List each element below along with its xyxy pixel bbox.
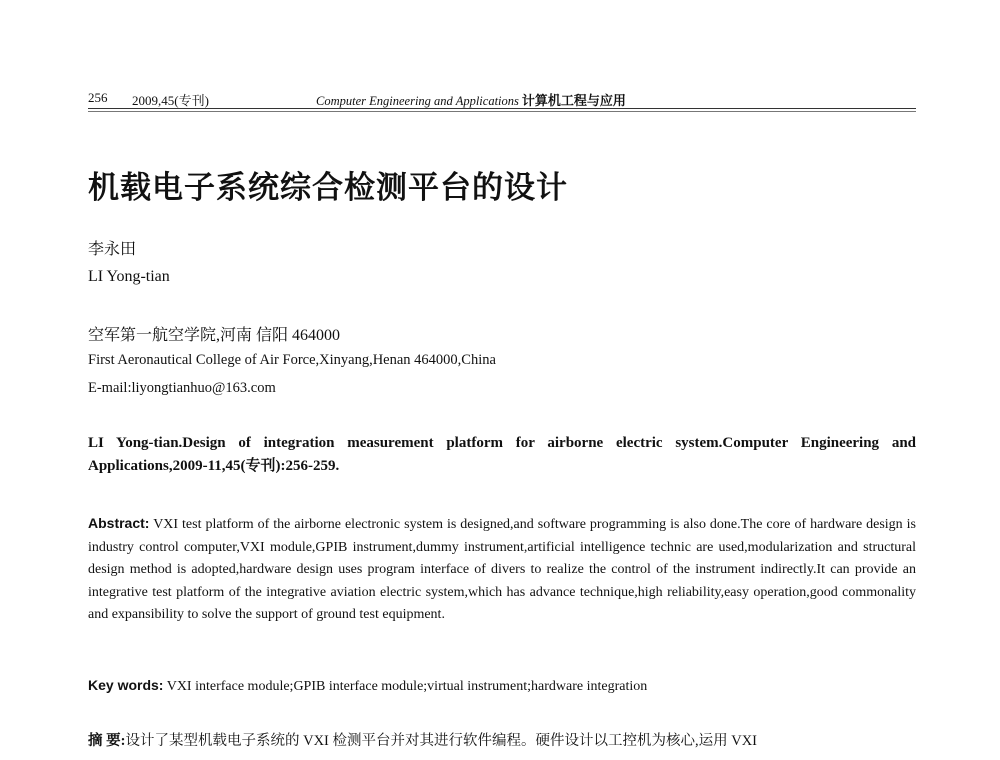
citation: LI Yong-tian.Design of integration measurement platform for airborne electric system.Computer Engineering and Applications,2009-11,45(专刊):256-259. [88, 435, 916, 474]
abstract-cn-text: 设计了某型机载电子系统的 VXI 检测平台并对其进行软件编程。硬件设计以工控机为核心,运用 VXI [125, 733, 758, 749]
volume-info: 2009,45(专刊) [132, 93, 209, 108]
affiliation-cn: 空军第一航空学院,河南 信阳 464000 [88, 327, 341, 344]
author-name-cn: 李永田 [88, 241, 137, 258]
keywords-text: VXI interface module;GPIB interface module;virtual instrument;hardware integration [163, 679, 648, 694]
paper-title: 机载电子系统综合检测平台的设计 [88, 170, 568, 205]
header-rule-secondary [88, 111, 916, 112]
journal-name-en: Computer Engineering and Applications [316, 94, 519, 108]
journal-name-cn: 计算机工程与应用 [521, 93, 626, 108]
running-header [88, 88, 916, 112]
keywords-label: Key words: [88, 677, 164, 693]
abstract-label: Abstract: [88, 515, 150, 531]
author-email: E-mail:liyongtianhuo@163.com [88, 380, 276, 396]
abstract-en [88, 512, 916, 627]
affiliation-en: First Aeronautical College of Air Force,Xinyang,Henan 464000,China [88, 352, 496, 368]
page-number: 256 [88, 90, 108, 105]
journal-name [316, 90, 626, 109]
header-rule [88, 108, 916, 109]
author-name-en: LI Yong-tian [88, 268, 170, 285]
abstract-cn-label: 摘 要: [88, 733, 126, 749]
abstract-cn [88, 728, 916, 754]
abstract-text: VXI test platform of the airborne electronic system is designed,and software programming is also done.The core of hardware design is industry control computer,VXI module,GPIB instrument,dummy instrument,artificial intelligence technic are used,modularization and structural design method is adopted,hardware design uses program interface of divers to realize the control of the instrument indirectly.It can provide an integrative test platform of the integrative aviation electric system,which has advance technique,high reliability,easy operation,good commonality and expansibility to solve the support of ground test equipment. [88, 517, 916, 622]
keywords-en [88, 674, 916, 698]
